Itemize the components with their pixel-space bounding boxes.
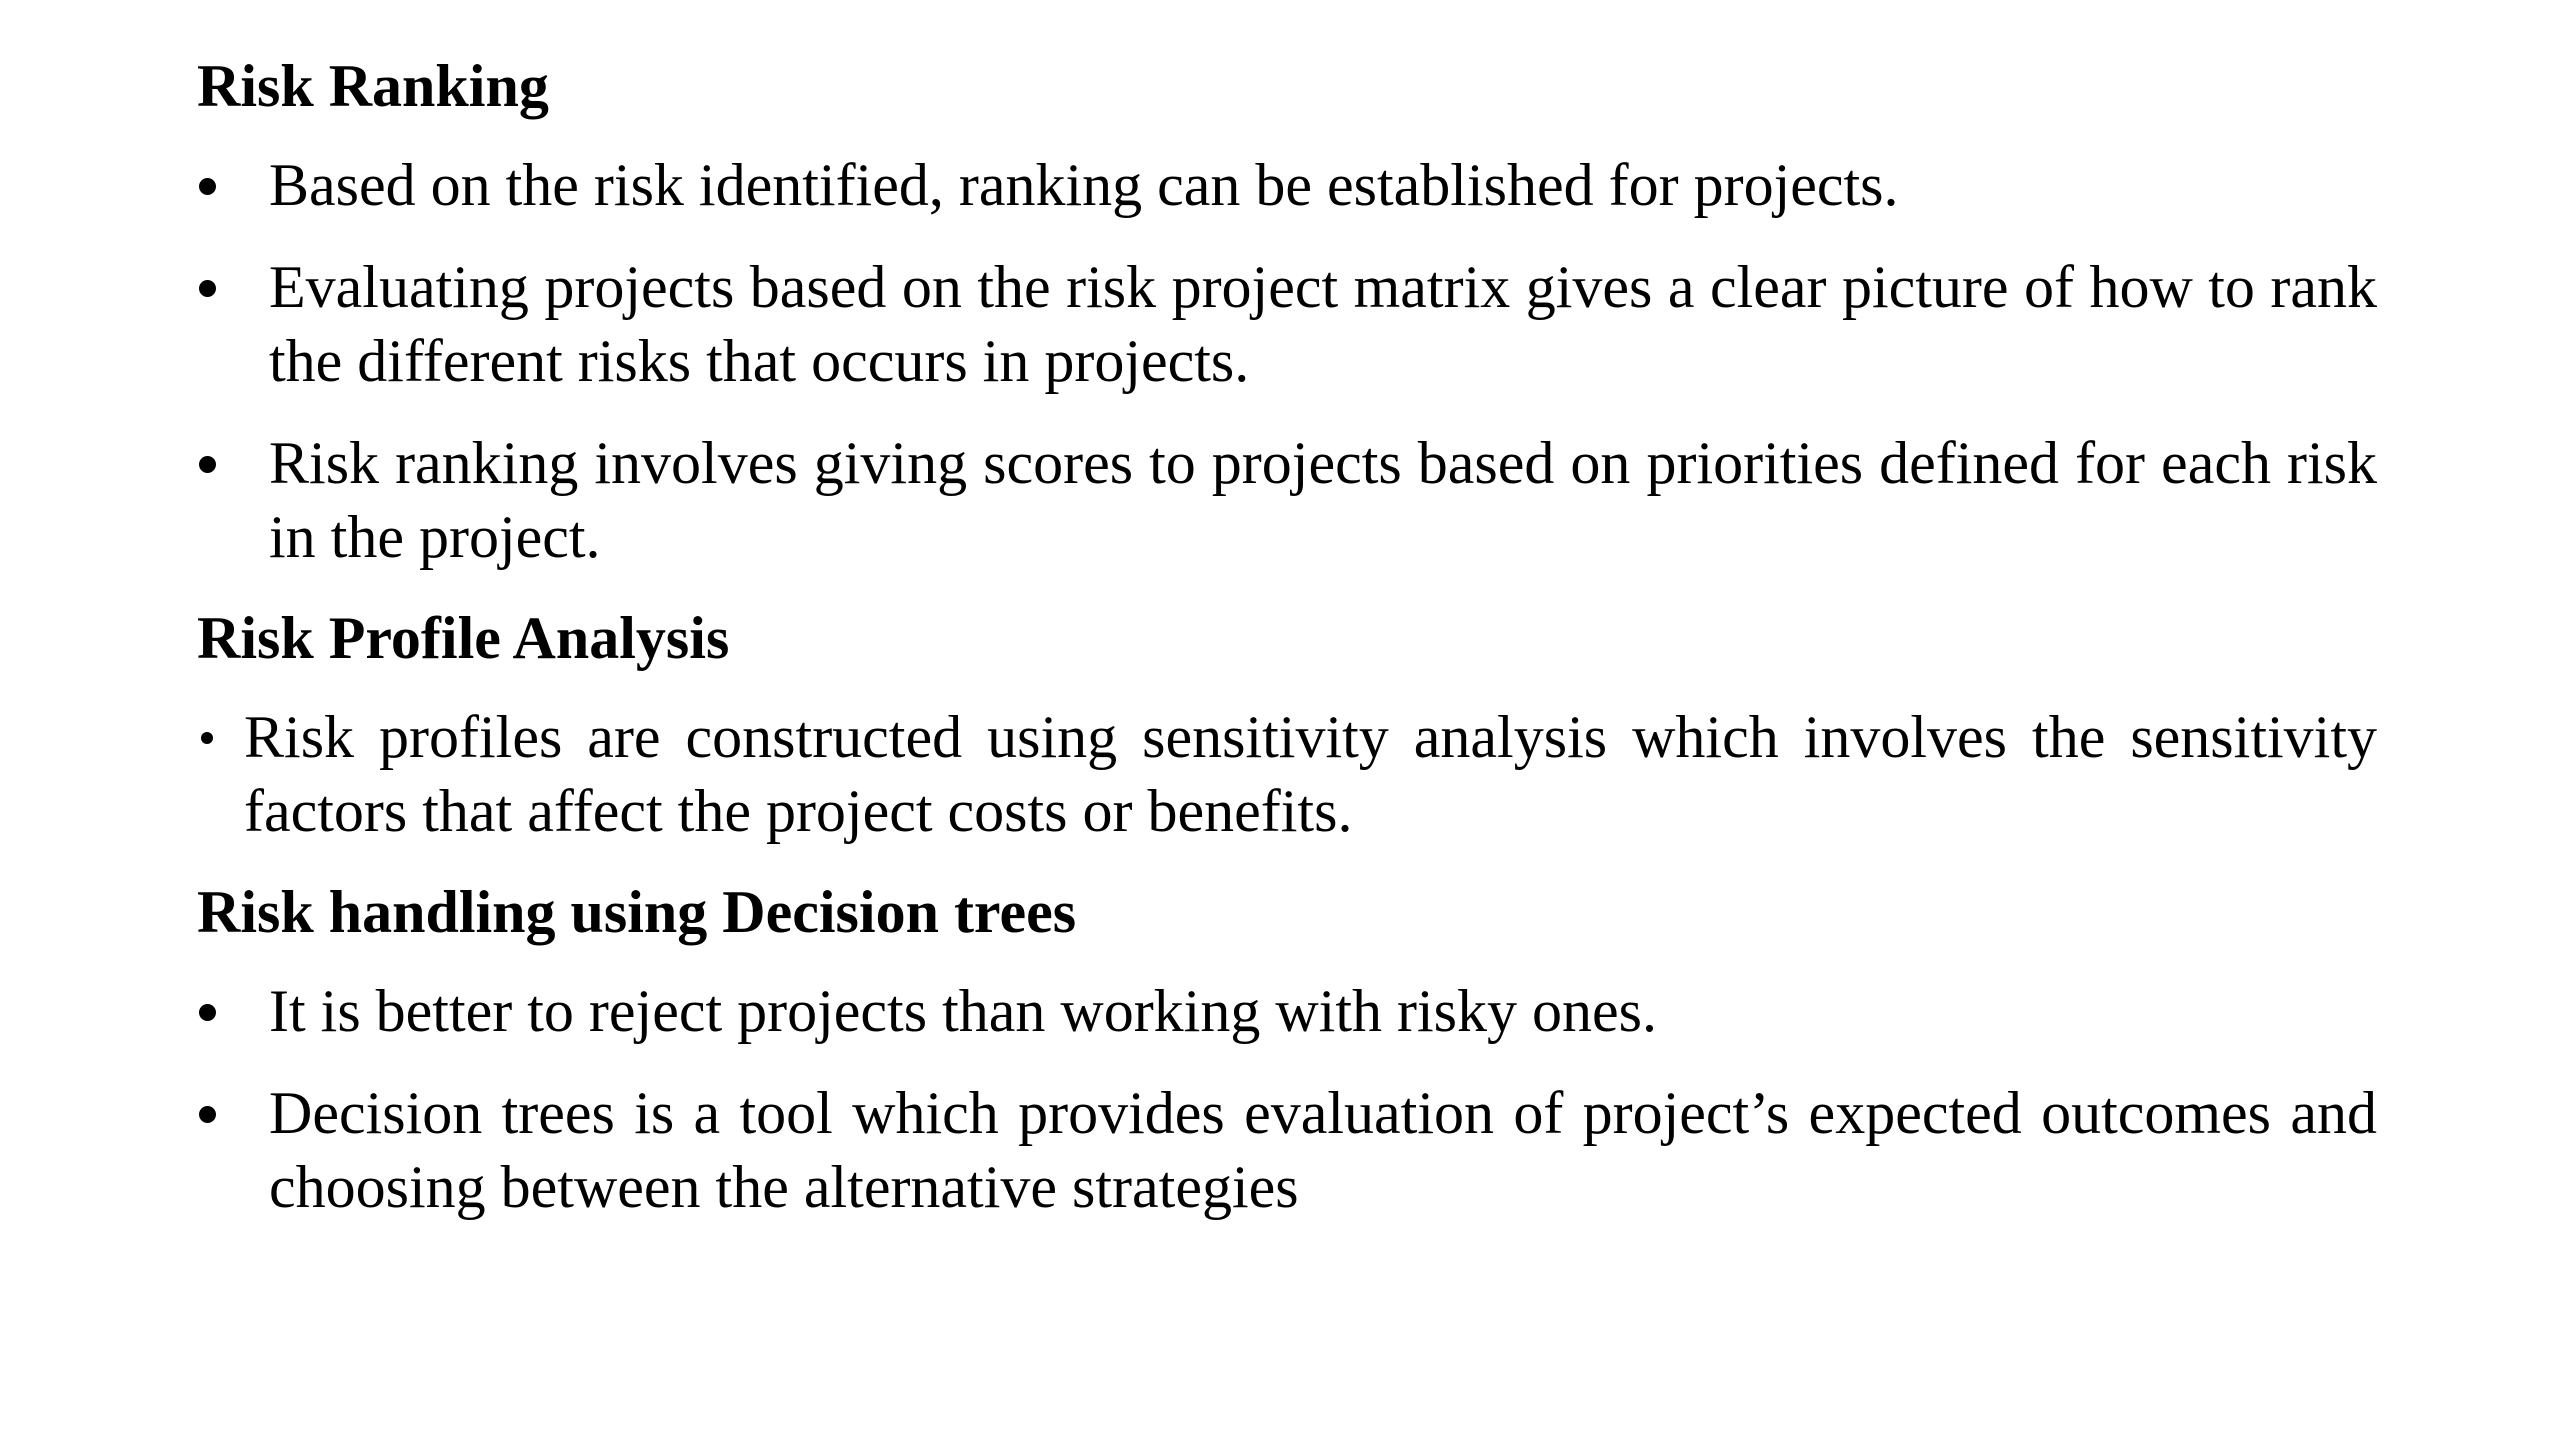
section-title-decision-trees: Risk handling using Decision trees (197, 879, 1077, 945)
section-title-risk-ranking: Risk Ranking (197, 53, 549, 119)
bullet-icon (199, 280, 216, 297)
document-content (197, 44, 2377, 1246)
list-item-text: Based on the risk identified, ranking can be established for projects. (269, 152, 1899, 218)
list-item (197, 250, 2377, 398)
bullet-icon (199, 178, 216, 195)
list-item-text: It is better to reject projects than working with risky ones. (269, 978, 1657, 1044)
bullet-icon (199, 1106, 216, 1123)
list-item (197, 700, 2377, 848)
bullet-icon (201, 732, 213, 744)
list-item-text: Evaluating projects based on the risk project matrix gives a clear picture of how to rank the different risks that occurs in projects. (269, 254, 2377, 394)
list-item-text: Decision trees is a tool which provides evaluation of project’s expected outcomes and choosing between the alternative strategies (269, 1080, 2377, 1220)
section-title-risk-profile-analysis: Risk Profile Analysis (197, 605, 730, 671)
risk-profile-list (197, 700, 2377, 848)
decision-trees-list (197, 974, 2377, 1224)
list-item (197, 148, 2377, 222)
list-item (197, 426, 2377, 574)
bullet-icon (199, 456, 216, 473)
list-item (197, 1076, 2377, 1224)
list-item-text: Risk profiles are constructed using sensitivity analysis which involves the sensitivity factors that affect the project costs or benefits. (244, 704, 2377, 844)
list-item-text: Risk ranking involves giving scores to projects based on priorities defined for each risk in the project. (269, 430, 2377, 570)
list-item (197, 974, 2377, 1048)
risk-ranking-list (197, 148, 2377, 574)
bullet-icon (199, 1004, 216, 1021)
